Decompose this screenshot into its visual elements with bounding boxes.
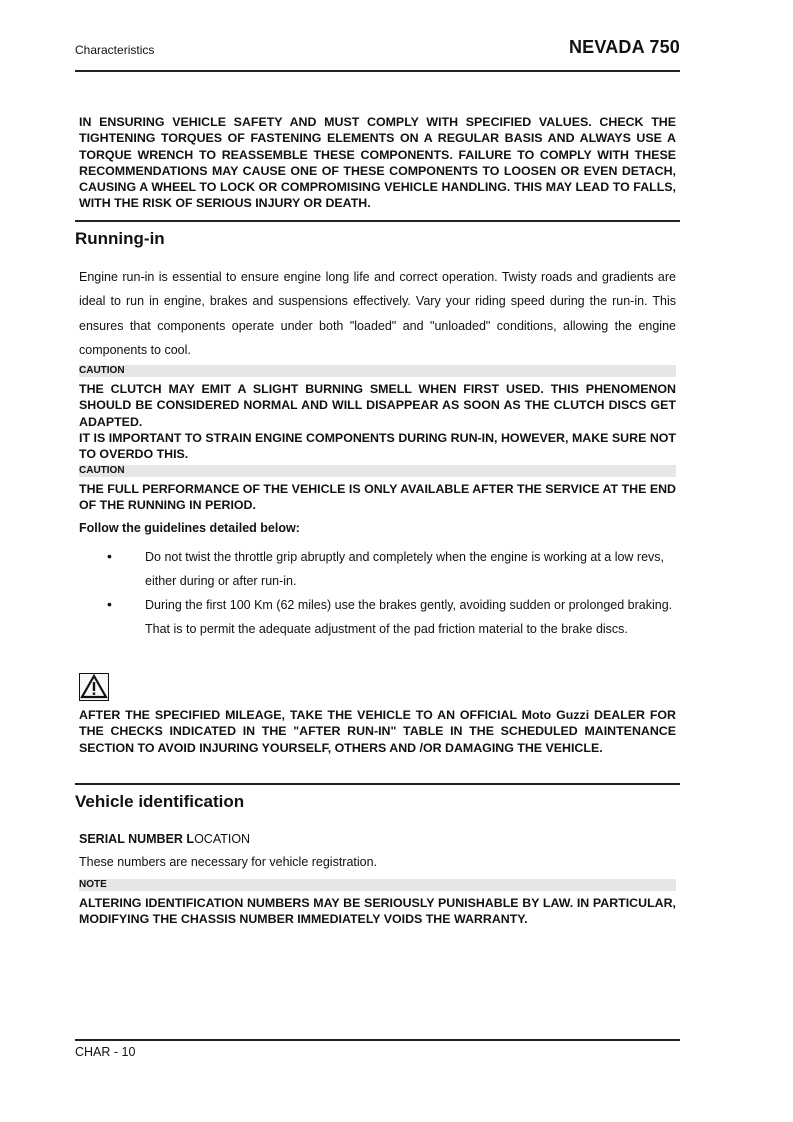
bullet-symbol: • <box>107 596 112 612</box>
running-in-paragraph: Engine run-in is essential to ensure engine long life and correct operation. Twisty roads and gradients are ideal to run in engine, brakes and suspensions effectively. Vary your riding speed during the run-in. This ensures that components operate under both "loaded" and "unloaded" conditions, allowing the engine components to cool. <box>79 270 676 357</box>
section-rule <box>75 783 680 785</box>
footer-rule <box>75 1039 680 1041</box>
warning-triangle-icon <box>79 673 109 701</box>
header-rule <box>75 70 680 72</box>
note-text: ALTERING IDENTIFICATION NUMBERS MAY BE SERIOUSLY PUNISHABLE BY LAW. IN PARTICULAR, MODIFYING THE CHASSIS NUMBER IMMEDIATELY VOIDS THE WARRANTY. <box>79 896 676 927</box>
serial-number-location-heading <box>79 832 250 846</box>
after-run-in-warning: AFTER THE SPECIFIED MILEAGE, TAKE THE VEHICLE TO AN OFFICIAL Moto Guzzi DEALER FOR THE CHECKS INDICATED IN THE "AFTER RUN-IN" TABLE IN THE SCHEDULED MAINTENANCE SECTION TO AVOID INJURING YOURSELF, OTHERS AND /OR DAMAGING THE VEHICLE. <box>79 708 676 755</box>
subtitle-rest: OCATION <box>194 832 251 846</box>
caution-label: CAUTION <box>79 365 676 377</box>
list-item: During the first 100 Km (62 miles) use the brakes gently, avoiding sudden or prolonged braking. That is to permit the adequate adjustment of the pad friction material to the brake discs. <box>145 598 673 637</box>
page-number: CHAR - 10 <box>75 1045 136 1059</box>
section-rule <box>75 220 680 222</box>
caution-text-performance: THE FULL PERFORMANCE OF THE VEHICLE IS ONLY AVAILABLE AFTER THE SERVICE AT THE END OF THE RUNNING IN PERIOD. <box>79 482 676 513</box>
section-title-vehicle-identification: Vehicle identification <box>75 792 245 811</box>
section-title-running-in: Running-in <box>75 229 165 248</box>
bullet-symbol: • <box>107 548 112 564</box>
header-model: NEVADA 750 <box>568 37 680 57</box>
subtitle-bold: SERIAL NUMBER L <box>79 832 195 846</box>
guidelines-heading: Follow the guidelines detailed below: <box>79 521 300 535</box>
header-section: Characteristics <box>75 43 155 57</box>
list-item: Do not twist the throttle grip abruptly and completely when the engine is working at a low revs, either during or after run-in. <box>145 550 665 589</box>
caution-text-clutch: THE CLUTCH MAY EMIT A SLIGHT BURNING SMELL WHEN FIRST USED. THIS PHENOMENON SHOULD BE CONSIDERED NORMAL AND WILL DISAPPEAR AS SOON AS THE CLUTCH DISCS GET ADAPTED. <box>79 382 676 429</box>
registration-text: These numbers are necessary for vehicle registration. <box>79 855 378 869</box>
intro-warning: IN ENSURING VEHICLE SAFETY AND MUST COMPLY WITH SPECIFIED VALUES. CHECK THE TIGHTENING TORQUES OF FASTENING ELEMENTS ON A REGULAR BASIS AND ALWAYS USE A TORQUE WRENCH TO REASSEMBLE THESE COMPONENTS. FAILURE TO COMPLY WITH THESE RECOMMENDATIONS MAY CAUSE ONE OF THESE COMPONENTS TO LOOSEN OR EVEN DETACH, CAUSING A WHEEL TO LOCK OR COMPROMISING VEHICLE HANDLING. THIS MAY LEAD TO FALLS, WITH THE RISK OF SERIOUS INJURY OR DEATH. <box>79 115 676 211</box>
note-label: NOTE <box>79 879 676 891</box>
caution-label: CAUTION <box>79 465 676 477</box>
caution-text-strain: IT IS IMPORTANT TO STRAIN ENGINE COMPONENTS DURING RUN-IN, HOWEVER, MAKE SURE NOT TO OVERDO THIS. <box>79 431 676 462</box>
